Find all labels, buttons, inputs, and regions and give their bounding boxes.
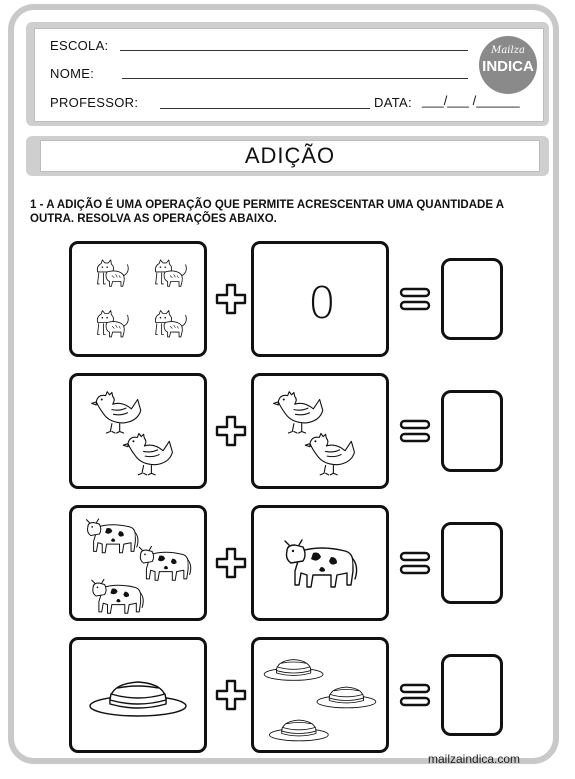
hat-icon: [317, 687, 376, 708]
date-label: DATA:: [374, 95, 412, 110]
plus-sign-icon: [214, 546, 248, 580]
hat-icon: [90, 682, 186, 716]
cat-icon: [155, 260, 186, 286]
cat-icon: [155, 311, 186, 337]
cat-icon: [97, 311, 128, 337]
logo-line-1: Mailza: [491, 45, 525, 56]
mailza-indica-logo: [479, 36, 537, 94]
exercise-3-answer-box[interactable]: [441, 522, 503, 604]
exercise-2-answer-box[interactable]: [441, 390, 503, 472]
plus-sign-icon: [214, 678, 248, 712]
hen-icon: [92, 392, 141, 433]
cow-icon: [139, 546, 191, 580]
exercise-1-right-group: [251, 241, 389, 357]
equals-sign-icon: [398, 414, 432, 448]
hen-icon: [274, 392, 323, 433]
teacher-label: PROFESSOR:: [50, 95, 139, 110]
logo-line-2: INDICA: [482, 58, 534, 75]
equals-sign-icon: [398, 282, 432, 316]
exercise-4-left-group: [69, 637, 207, 753]
hat-icon: [270, 720, 329, 741]
cow-icon: [285, 540, 357, 587]
page-title: ADIÇÃO: [40, 140, 540, 172]
instruction-text: 1 - A ADIÇÃO É UMA OPERAÇÃO QUE PERMITE ACRESCENTAR UMA QUANTIDADE A OUTRA. RESOLVA AS OPERAÇÕES ABAIXO.: [30, 199, 504, 225]
exercise-1-left-group: [69, 241, 207, 357]
school-field[interactable]: [120, 50, 468, 51]
equals-sign-icon: [398, 546, 432, 580]
teacher-field[interactable]: [160, 108, 370, 109]
exercise-3-left-group: [69, 505, 207, 621]
hen-icon: [305, 434, 354, 475]
zero-digit: 0: [308, 278, 336, 329]
plus-sign-icon: [214, 282, 248, 316]
date-field[interactable]: ___/___ /______: [422, 93, 520, 108]
cow-icon: [92, 579, 144, 613]
hen-icon: [123, 434, 172, 475]
cow-icon: [86, 519, 138, 553]
exercise-1-answer-box[interactable]: [441, 258, 503, 340]
school-label: ESCOLA:: [50, 38, 109, 53]
website-footer: mailzaindica.com: [428, 752, 521, 766]
exercise-3-right-group: [251, 505, 389, 621]
hat-icon: [264, 660, 323, 681]
exercise-4-answer-box[interactable]: [441, 654, 503, 736]
equals-sign-icon: [398, 678, 432, 712]
name-field[interactable]: [122, 78, 468, 79]
exercise-2-right-group: [251, 373, 389, 489]
name-label: NOME:: [50, 66, 95, 81]
cat-icon: [97, 260, 128, 286]
plus-sign-icon: [214, 414, 248, 448]
exercise-2-left-group: [69, 373, 207, 489]
exercise-4-right-group: [251, 637, 389, 753]
